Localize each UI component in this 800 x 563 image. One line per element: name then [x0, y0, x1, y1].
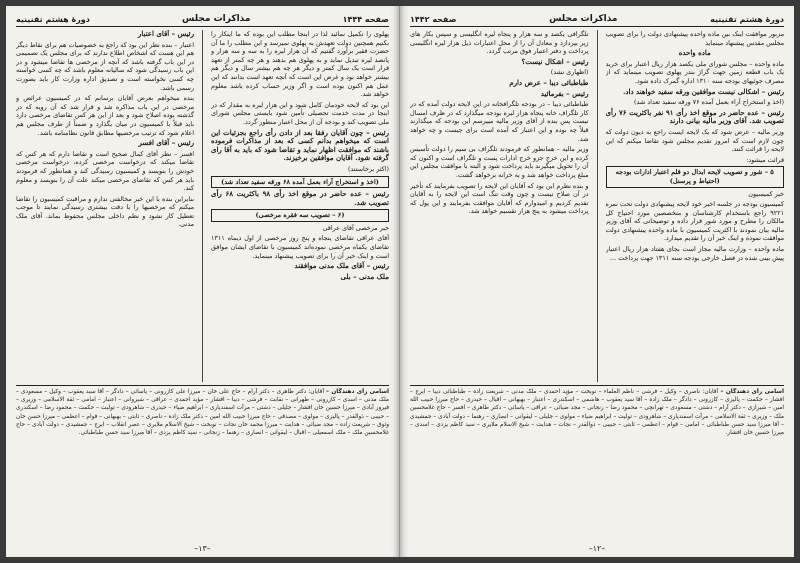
paragraph: افسر – نظر آقای کمال صحیح است و تقاضا دارم که هر کس که تقاضا میکند که درخواست مرخصی کرده، درخواست مرخصی خودش را بنویسد و کمیسیون رسیدگی کند و همانطور که فرمودند باید هر کس که تقاضای مرخصی میکند علت آن را بنویسد و معلوم کند. — [16, 149, 194, 193]
right-page-header — [410, 14, 784, 27]
speaker-line: رئیس – بفرمائید — [540, 88, 589, 98]
left-page-column-left — [16, 30, 194, 382]
paragraph: کمیسیون بودجه در جلسه اخیر خود لایحه پیشنهادی دولت تحت نمره ۹۲۲۱ راجع باستخدام کارشناسان و متخصصین مورد احتیاج کل مالکان را مطرح و مورد شور قرار داده و توضیحاتی که آقای وزیر مالیه بیان نمودند با اکثریت کمیسیون با ماده واحده پیشنهادی دولت موافقت نموده و اینک خبر آن را تقدیم میدارد. — [605, 200, 784, 243]
paragraph: بنابراین بنده با این خبر مخالفتی ندارم و مراقبت کمیسیون را تقاضا میکنم که مرخصیها را با دقت بیشتری رسیدگی نمایند تا موجب تعطیل کار نشود و نظم داخلی مجلس محفوظ بماند. آقای ملک مدنی. — [16, 194, 194, 229]
voters-list-lead: اسامی رأی دهندگان – — [326, 389, 389, 395]
left-page-column-right — [211, 30, 389, 382]
speaker-line: رئیس – اشکال نیست؟ — [521, 56, 589, 66]
right-page — [400, 6, 794, 557]
right-page-number: –۱۲– — [588, 544, 606, 553]
right-page-column-left — [410, 30, 589, 382]
right-page-title: مذاکرات مجلس — [549, 14, 618, 24]
right-page-voters-list — [410, 388, 784, 514]
paragraph: و بنده نظرم این بود که آقایان این لایحه را تصویب بفرمایند که تأخیر در آن صلاح نیست و چون وقت تنگ است این لایحه را به آقایان تقدیم کردیم و امیدوارم که آقایان موافقت بفرمایند و این پول که پرداخت میشود به پنج هزار تقسیم خواهد شد. — [410, 181, 589, 216]
left-page — [6, 6, 400, 557]
paragraph: ماده واحده — [678, 48, 711, 58]
paragraph: قرائت میشود: — [746, 155, 784, 164]
paragraph: تلگرافی یکصد و سه هزار و پنجاه لیره انگلیسی و سپس بکار های زیر بپردازد و معادل آن را از محل اعتبارات ذیل هزار لیره انگلیسی پرداخت و دفتر اعتبار فوق مرتب گردد. — [410, 30, 589, 56]
paragraph: ماده واحده – مجلس شورای ملی یکصد هزار ریال اعتبار برای خرید یک باب قطعه زمین جهت گراژ بندر پهلوی تصویب مینماید که از مصرف جوئیهای بودجه سنه ۱۳۱۰ اداره گمرک داده شود. — [605, 59, 784, 85]
voters-list-text: آقایان: دکتر طاهری – دکتر آرام – حاج علی خان – میرزا علی کازرونی – یاسائی – دادگر – آقا سید یعقوب – وکیل – مسعودی – ملک مدنی – اسدی – کازرونی – طهرانی – نقابت – فرشی – دیبا – افشار – مؤید احمدی – عراقی – شیروانی – اعتبار – امامی – ثقة الاسلامی – وزیری – فیروز آبادی – میرزا حسین خان افشار – جلیلی – دشتی – مرآت اسفندیاری – ابراهیم ضیاء – حیدری – شاهرودی – تولیت – حکمت – محمود رضا – اسکندری – حبیبی – ذوالقدر – پالیزی – مولوی – مصدقی – حاج میرزا حبیب الله امین – دکتر ملک زاده – ناصری – ثابتی – بهبهانی – قوام – اعظمی – میرزا حسن خان وثوق – شریعت زاده – مجد ضیائی – هدایت – میرزا محمد خان نجات – نوبخت – شیخ الاسلام ملایری – عصر انقلاب – ایرج – جمشیدی – دولت آبادی – حاج غلامحسین ملک – ملک اسمعیلی – اقبال – لیقوانی – انصاری – رهنما – زنجانی – سید کاظم یزدی – آقا میرزا سید حسن طباطبائی. — [16, 389, 389, 437]
right-page-column-right — [606, 30, 785, 382]
right-page-volume: دورهٔ هشتم تقنینیه — [710, 14, 784, 24]
left-page-label: صفحه ۱۴۴۴ — [342, 14, 389, 24]
speaker-line: رئیس – اشکالی نیست موافقین ورقه سفید خواهند داد. — [623, 86, 784, 96]
voters-list-text: آقایان: ناصری – وکیل – فرشی – ناظم العلماء – نوبخت – مؤید احمدی – ملک مدنی – شریعت زاده – طباطبائی دیبا – ایرج – افشار – حکمت – پالیزی – کازرونی – دادگر – ملک زاده – آقا سید یعقوب – هاشمی – اسکندری – اعتبار – بهبهانی – اقبال – حیدری – حاج میرزا حبیب الله امین – شیرازی – دکتر آرام – دشتی – مسعودی – تهرانچی – محمود رضا – زنجانی – مجد ضیائی – عراقی – یاسائی – دکتر طاهری – افسر – حاج غلامحسین ملک – وزیری – ثقة الاسلامی – مرآت اسفندیاری – شاهرودی – تولیت – ابراهیم ضیاء – مولوی – جلیلی – لیقوانی – انصاری – رهنما – دولت آبادی – جمشیدی – آقا میرزا سید حسن طباطبائی – امامی – قوام – اعظمی – ثابتی – حبیبی – ذوالقدر – نجات – هدایت – شیخ الاسلام ملایری – سید کاظم یزدی – اسدی – میرزا حسین خان افشار. — [410, 389, 784, 437]
speaker-line: طباطبائی دیبا – عرض دارم — [509, 77, 589, 87]
speaker-line: رئیس – آقای افسر — [138, 138, 194, 148]
paragraph: این بود که لایحه خودمان کامل شود و این هزار لیره به مقدار که در اینجا در مدت خدمت تحصیلی تأمین شود بایستی مجلس شورای ملی تصویب کند و بودجه آن از محل اعتبار منظور گردد. — [211, 100, 389, 126]
section-heading: (اخذ و استخراج آراء بعمل آمده ۶۸ ورقه سفید تعداد شد) — [211, 176, 389, 189]
speaker-line: ملک مدنی – بلی — [340, 271, 389, 281]
paragraph: اعتبار – بنده نظر این بود که راجع به خصوصیات هم برای نقاط دیگر هم این هست که اشخاص اطلاع ندارند که برای مجلس یک تصمیمی در این باب گرفته باشد که آنچه از مرخصی ها تقاضا میشود و در این باب رسیدگی شود که سالیانه معلوم باشد که چه کسی خواسته چه کسی نخواسته است و تصدیق اداره وزارت کار باید بصورت رسمی باشد. — [16, 40, 194, 92]
column-divider — [202, 30, 203, 382]
section-heading: ۵ – شور و تصویب لایحه ابدال دو قلم اعتبار ادارات بودجه (احتیاط و پرسنل) — [606, 166, 785, 187]
voters-list-lead: اسامی رأی دهندگان – — [720, 389, 784, 395]
column-divider — [597, 30, 598, 382]
paragraph: وزیر مالیه – عرض شود که یک لایحه ایست راجع به دیون دولت که چون لازم است که امروز تقدیم مجلس شود تقاضا میکنم که این لایحه را قرائت کنند. — [605, 127, 784, 154]
paragraph: آقای عراقی تقاضای پنجاه و پنج روز مرخصی از اول دیماه ۱۳۱۱ تقاضای یکماه مرخصی نموده‌اند کمیسیون با تقاضای ایشان موافق است و اینک خبر آن را برای تصویب پیشنهاد مینماید. — [211, 234, 389, 260]
paragraph: (اکثر برخاستند) — [347, 164, 389, 173]
speaker-line: رئیس – آقای ملک مدنی موافقند — [294, 261, 389, 271]
section-rule — [16, 385, 389, 386]
left-page-voters-list — [16, 388, 389, 514]
book-spread — [6, 6, 794, 557]
paragraph: پهلوی را تکمیل نمائید لذا در اینجا مطلب این بوده که ما اینکار را بکنیم همچنین دولت تعهدش به پهلوی نمیرسد و این مطلب را ما آن حضرت فقیر برآورد گفتیم که آن هزار لیره را به سه و سه هزار و پانصد لیره تبدیل نماید و به پهلوی هم بدهند و هر چه کمتر از تعهد قرار است یک سال کمتر و دیگر هر چه هم بیشتر سال و دیگر هم بیشتر خواهد بود و غرض این است که آنچه تعهد است بدانند که این عمل هم اکنون بوده است و اگر وزیر حساب کرده باشد معلوم خواهد شد. — [211, 30, 389, 99]
paragraph: خبر کمیسیون — [748, 189, 784, 198]
speaker-line: رئیس – چون آقایان رفقا بعد از دادن رأی راجع بجزئیات این است که میخواهم بدانم کسی که بعد از مذاکرات فرموده باشند که موافقت اظهار نماید و تقاضا شود که باید به آقا رای گرفته شود. آقایان موافقین برخیزند. — [211, 127, 389, 163]
paragraph: خبر مرخصی آقای عراقی — [322, 223, 389, 232]
right-page-columns — [410, 30, 784, 382]
paragraph: وزیر مالیه – همانطور که فرمودند تلگراف بی سیم را دولت تأسیس کرده و این خرج جزو خرج ادارات پست و تلگراف است و اکنون که آن را تحویل میگیرند باید پرداخت شود و البته با موافقت مجلس این مبلغ پرداخت خواهد شد و به خزانه برخواهد گشت. — [410, 145, 589, 179]
speaker-line: رئیس – عده حاضر در موقع اخذ رأی ۹۱ نفر باکثریت ۷۶ رأی تصویب شد. آقای وزیر مالیه بیانی دارند — [605, 107, 784, 126]
paragraph: مزبور موافقت اینک بین ماده واحده پیشنهادی دولت را برای تصویب مجلس مقدس پیشنهاد مینماید — [605, 30, 784, 47]
paragraph: ماده واحده – وزارت مالیه مجاز است بجای هفتاد هزار ریال اعتبار پیش بینی شده در فصل خارجی بودجه سنه ۱۳۱۱ جهت پرداخت ... — [605, 245, 784, 262]
left-page-columns — [16, 30, 389, 382]
right-page-label: صفحه ۱۴۴۲ — [410, 14, 457, 24]
speaker-line: رئیس – آقای اعتبار — [138, 30, 194, 38]
speaker-line: رئیس – عده حاضر در موقع اخذ رأی ۹۸ باکثریت ۶۸ رأی تصویب شد. — [211, 189, 389, 207]
left-page-header — [16, 14, 389, 27]
section-heading: (۶ – تصویب سه فقره مرخصی) — [211, 209, 389, 222]
paragraph: بنده میخواهم بعرض آقایان برسانم که در کمیسیون عرائض و مرخصی در این باب مذاکره شد و قرار شد که آن رویه که در گذشته بوده اصلاح شود و بعد از این هر کس تقاضای مرخصی دارد باید قبلاً با کمیسیون در میان بگذارد و ضمناً از طرف مجلس هم اعلام شود که ترتیب مرخصیها مطابق قانون نظامنامه باشد. — [16, 94, 194, 137]
left-page-number: –۱۳– — [194, 544, 211, 553]
paragraph: (اظهاری نشد) — [550, 68, 589, 77]
left-page-title: مذاکرات مجلس — [182, 14, 251, 24]
section-rule — [410, 385, 784, 386]
paragraph: طباطبائی دیبا – در بودجه تلگرافخانه در این لایحه دولت آمده که در کار تلگراف خانه پنجاه هزار لیره بودجه میگذارد که در ظرف امسال نیست پس بنده از آقای وزیر مالیه میپرسم این بودجه که میگذارند قبلاً چه بوده و این اعتبار که آمده است برای چیست و چه خواهد شد. — [410, 100, 589, 143]
paragraph: (اخذ و استخراج آراء بعمل آمده ۷۶ ورقه سفید تعداد شد) — [634, 98, 784, 107]
left-page-volume: دورهٔ هشتم تقنینیه — [16, 14, 90, 24]
